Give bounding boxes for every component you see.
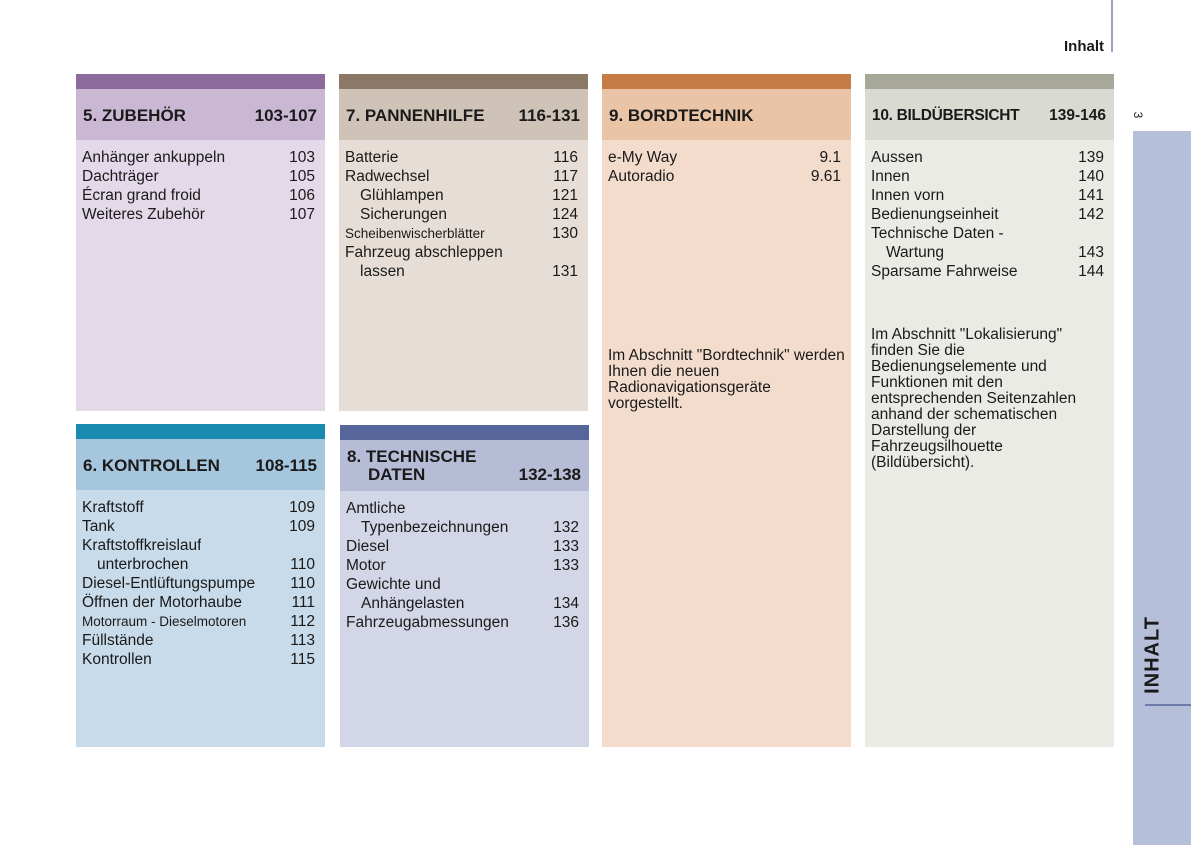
item-label: Öffnen der Motorhaube [82,594,242,611]
item-page: 110 [290,575,315,592]
item-label: Gewichte und [346,576,441,593]
item-page: 140 [1078,168,1104,185]
section-note: Im Abschnitt "Lokalisierung" finden Sie die Bedienungselemente und Funktionen mit den entsprechenden Seitenzahlen anhand der schematischen Darstellung der Fahrzeugsilhouette (Bildübersicht). [871,326,1077,471]
item-page: 9.61 [810,168,841,185]
section-strip [76,74,325,89]
item-label: Scheibenwischerblätter [345,226,485,241]
item-label: Diesel [346,538,390,555]
list-item[interactable] [82,148,315,167]
item-page: 130 [552,225,578,242]
side-tab-marker [1145,704,1191,706]
list-item[interactable] [346,594,579,613]
section-header [865,89,1114,140]
section-body [76,140,325,411]
item-page: 105 [289,168,315,185]
section-pages: 103-107 [254,106,317,125]
list-item[interactable] [82,167,315,186]
list-item[interactable] [82,555,315,574]
list-item[interactable] [346,499,579,518]
list-item[interactable] [346,613,579,632]
list-item[interactable] [345,262,578,281]
section-header [602,89,851,140]
list-item[interactable] [345,167,578,186]
list-item[interactable] [608,167,841,186]
list-item[interactable] [82,593,315,612]
section-title: 7. PANNENHILFE [346,106,485,125]
item-page: 112 [290,613,315,630]
section-title-line2: DATEN [368,465,426,484]
item-page: 139 [1078,149,1104,166]
item-page: 109 [289,499,315,516]
section-strip [865,74,1114,89]
list-item[interactable] [346,537,579,556]
section-pages: 108-115 [255,456,317,475]
list-item[interactable] [82,536,315,555]
section-title: 8. TECHNISCHE [347,447,477,466]
list-item[interactable] [82,517,315,536]
list-item[interactable] [871,148,1104,167]
item-label: Motorraum - Dieselmotoren [82,614,247,629]
page-number: 3 [1131,111,1145,119]
item-page: 111 [291,594,315,611]
item-label: lassen [360,263,405,280]
item-label: Wartung [886,244,945,261]
list-item[interactable] [871,243,1104,262]
item-page: 142 [1078,206,1104,223]
item-label: unterbrochen [97,556,189,573]
list-item[interactable] [82,574,315,593]
item-label: e-My Way [608,149,678,166]
item-label: Sparsame Fahrweise [871,263,1018,280]
item-page: 134 [553,595,579,612]
item-label: Bedienungseinheit [871,206,999,223]
item-label: Amtliche [346,500,406,517]
item-page: 124 [552,206,578,223]
list-item[interactable] [871,205,1104,224]
item-page: 9.1 [819,149,841,166]
section-strip [602,74,851,89]
section-title: 10. BILDÜBERSICHT [872,107,1020,124]
side-tab[interactable] [1133,131,1191,845]
item-label: Weiteres Zubehör [82,206,205,223]
section-title: 6. KONTROLLEN [83,456,220,475]
section-pages: 139-146 [1049,107,1106,124]
list-item[interactable] [345,243,578,262]
list-item[interactable] [871,224,1104,243]
list-item[interactable] [345,148,578,167]
item-page: 109 [289,518,315,535]
list-item[interactable] [345,205,578,224]
item-page: 133 [553,557,579,574]
section-body [339,140,588,411]
item-page: 116 [553,149,578,166]
item-label: Tank [82,518,115,535]
item-page: 106 [289,187,315,204]
section-body [76,490,325,747]
item-label: Dachträger [82,168,159,185]
item-page: 107 [289,206,315,223]
page-title: Inhalt [1064,38,1104,55]
item-label: Kraftstoff [82,499,144,516]
list-item[interactable] [345,224,578,243]
item-page: 115 [290,651,315,668]
list-item[interactable] [345,186,578,205]
item-label: Typenbezeichnungen [361,519,509,536]
item-label: Radwechsel [345,168,430,185]
item-label: Anhängelasten [361,595,465,612]
item-label: Sicherungen [360,206,448,223]
item-label: Batterie [345,149,399,166]
item-page: 143 [1078,244,1104,261]
item-label: Fahrzeugabmessungen [346,614,509,631]
item-label: Aussen [871,149,923,166]
item-label: Motor [346,557,386,574]
list-item[interactable] [82,650,315,669]
section-body [602,140,851,747]
item-page: 121 [552,187,578,204]
list-item[interactable] [608,148,841,167]
list-item[interactable] [82,631,315,650]
list-item[interactable] [82,612,315,631]
section-pages: 116-131 [518,106,580,125]
section-strip [339,74,588,89]
section-title: 5. ZUBEHÖR [83,106,186,125]
item-list [82,148,315,224]
item-label: Innen vorn [871,187,945,204]
item-label: Kontrollen [82,651,152,668]
item-label: Diesel-Entlüftungspumpe [82,575,256,592]
list-item[interactable] [346,556,579,575]
list-item[interactable] [346,518,579,537]
list-item[interactable] [871,262,1104,281]
section-body [340,491,589,747]
section-header [340,440,589,491]
item-page: 141 [1078,187,1104,204]
section-strip [76,424,325,439]
side-tab-label: INHALT [1141,616,1164,694]
list-item[interactable] [871,167,1104,186]
list-item[interactable] [82,205,315,224]
section-strip [340,425,589,440]
item-page: 131 [552,263,578,280]
item-page: 110 [290,556,315,573]
item-list [608,148,841,186]
list-item[interactable] [346,575,579,594]
item-label: Füllstände [82,632,154,649]
section-pages: 132-138 [518,465,581,484]
item-page: 133 [553,538,579,555]
item-label: Anhänger ankuppeln [82,149,226,166]
section-body [865,140,1114,747]
item-list [345,148,578,281]
item-label: Autoradio [608,168,675,185]
section-note: Im Abschnitt "Bordtechnik" werden Ihnen die neuen Radionavigationsgeräte vorgestellt. [608,347,845,412]
section-header [339,89,588,140]
item-page: 136 [553,614,579,631]
list-item[interactable] [82,498,315,517]
item-page: 113 [290,632,315,649]
item-label: Écran grand froid [82,187,201,204]
item-page: 144 [1078,263,1104,280]
item-label: Technische Daten - [871,225,1004,242]
list-item[interactable] [871,186,1104,205]
section-header [76,89,325,140]
section-title: 9. BORDTECHNIK [609,106,754,125]
list-item[interactable] [82,186,315,205]
header-divider [1111,0,1113,52]
item-page: 103 [289,149,315,166]
item-label: Fahrzeug abschleppen [345,244,503,261]
item-page: 132 [553,519,579,536]
item-label: Innen [871,168,910,185]
item-page: 117 [553,168,578,185]
item-list [871,148,1104,281]
item-list [82,498,315,669]
item-label: Glühlampen [360,187,444,204]
item-list [346,499,579,632]
item-label: Kraftstoffkreislauf [82,537,202,554]
section-header [76,439,325,490]
